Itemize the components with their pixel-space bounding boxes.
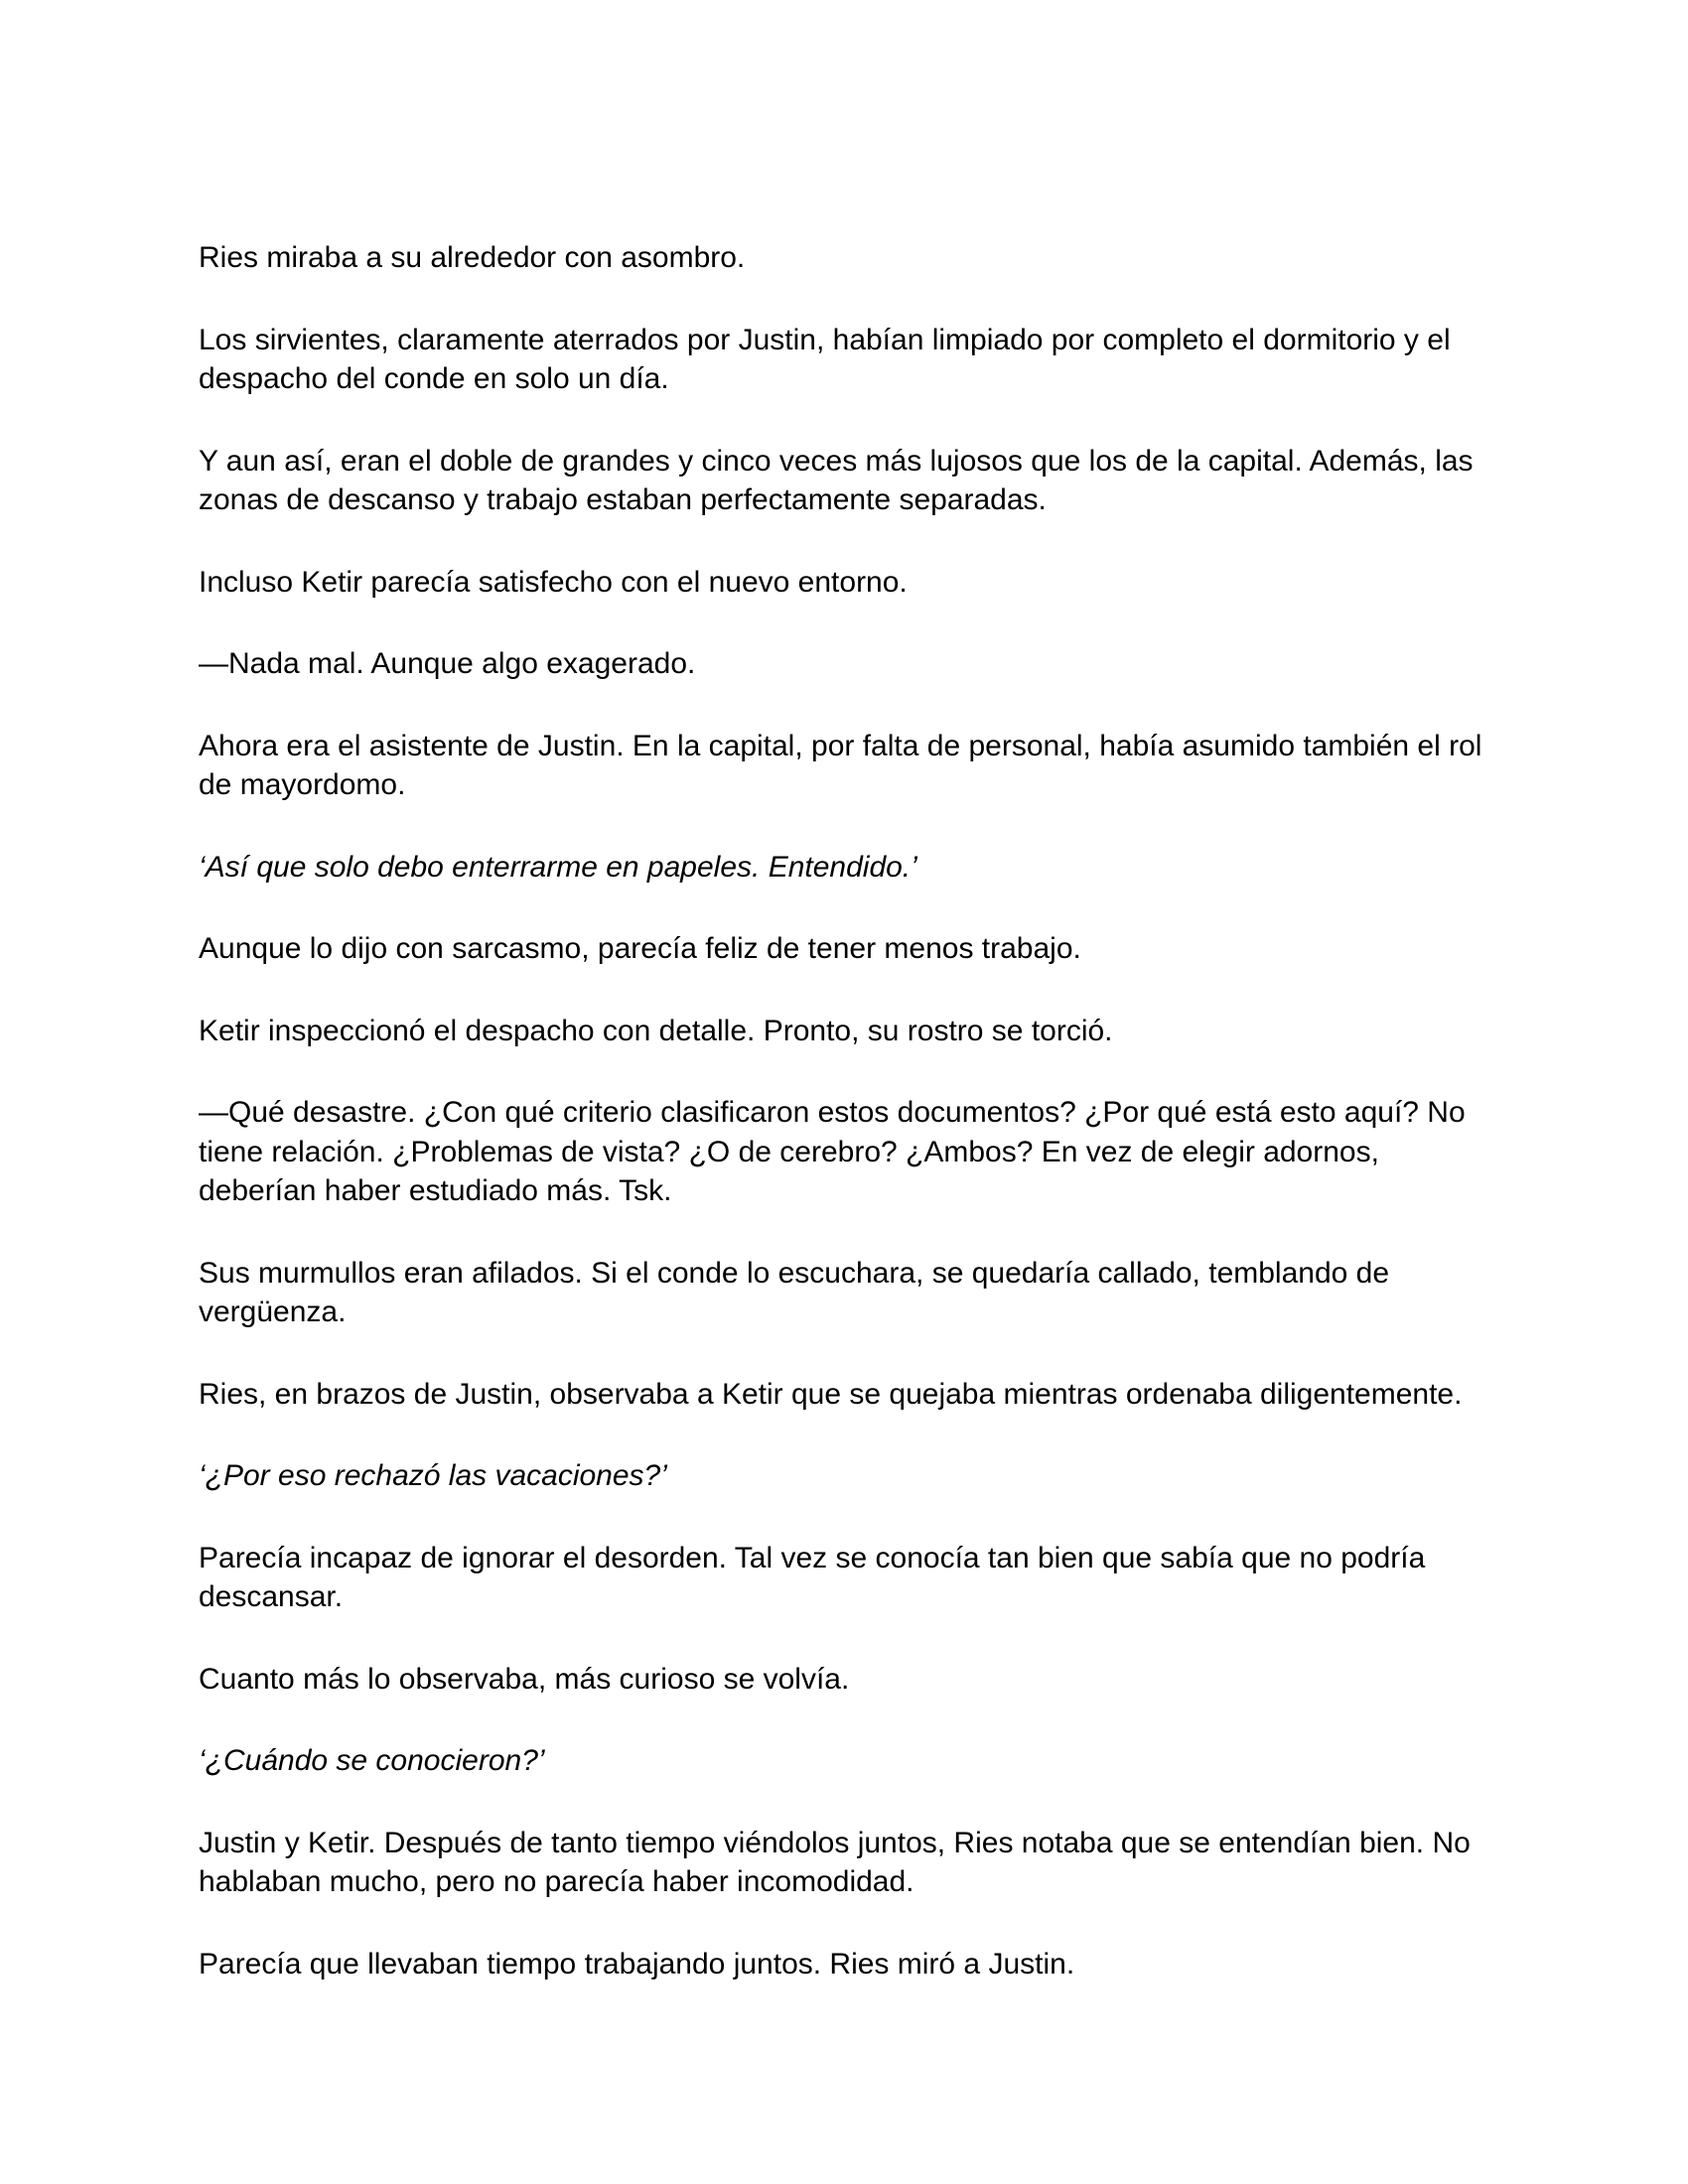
paragraph: ‘¿Cuándo se conocieron?’ [199,1744,545,1777]
paragraph: Ries, en brazos de Justin, observaba a Ketir que se quejaba mientras ordenaba diligentemente. [199,1377,1463,1411]
paragraph: Incluso Ketir parecía satisfecho con el nuevo entorno. [199,565,908,599]
paragraph: Cuanto más lo observaba, más curioso se volvía. [199,1662,850,1696]
paragraph: Ketir inspeccionó el despacho con detalle. Pronto, su rostro se torció. [199,1014,1113,1047]
paragraph: Parecía incapaz de ignorar el desorden. Tal vez se conocía tan bien que sabía que no podría descansar. [199,1541,1426,1613]
paragraph: Justin y Ketir. Después de tanto tiempo viéndolos juntos, Ries notaba que se entendían bien. No hablaban mucho, pero no parecía haber incomodidad. [199,1826,1471,1898]
paragraph: Ahora era el asistente de Justin. En la capital, por falta de personal, había asumido también el rol de mayordomo. [199,729,1482,801]
paragraph: —Qué desastre. ¿Con qué criterio clasificaron estos documentos? ¿Por qué está esto aquí? No tiene relación. ¿Problemas de vista? ¿O de cerebro? ¿Ambos? En vez de elegir adornos, deberían haber estudiado más. Tsk. [199,1096,1466,1207]
paragraph: Y aun así, eran el doble de grandes y cinco veces más lujosos que los de la capital. Además, las zonas de descanso y trabajo estaban perfectamente separadas. [199,444,1474,516]
paragraph: ‘¿Por eso rechazó las vacaciones?’ [199,1459,667,1492]
paragraph: Aunque lo dijo con sarcasmo, parecía feliz de tener menos trabajo. [199,932,1081,965]
paragraph: —Nada mal. Aunque algo exagerado. [199,647,696,680]
text-block [199,238,1501,2026]
paragraph: Sus murmullos eran afilados. Si el conde lo escuchara, se quedaría callado, temblando de vergüenza. [199,1256,1390,1328]
paragraph: Los sirvientes, claramente aterrados por Justin, habían limpiado por completo el dormitorio y el despacho del conde en solo un día. [199,323,1451,395]
paragraph: ‘Así que solo debo enterrarme en papeles. Entendido.’ [199,850,917,884]
paragraph: Parecía que llevaban tiempo trabajando juntos. Ries miró a Justin. [199,1947,1075,1980]
paragraph: Ries miraba a su alrededor con asombro. [199,241,746,274]
